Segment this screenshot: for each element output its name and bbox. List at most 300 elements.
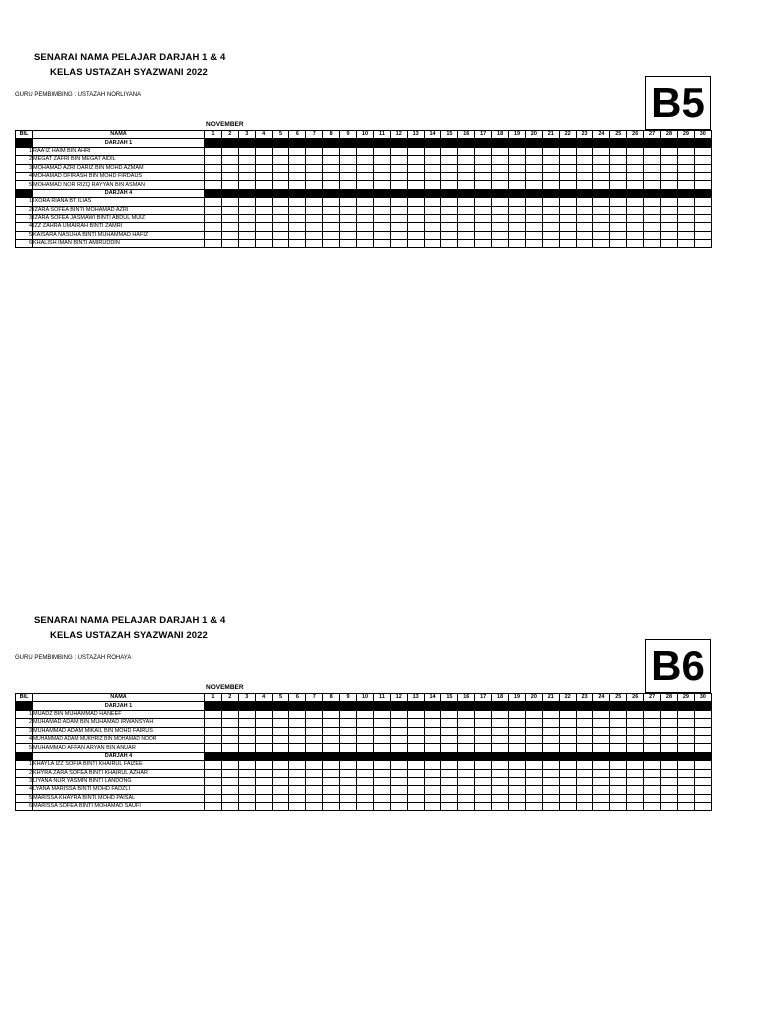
attendance-cell[interactable] xyxy=(610,223,627,231)
attendance-cell[interactable] xyxy=(221,164,238,172)
attendance-cell[interactable] xyxy=(205,719,222,727)
attendance-cell[interactable] xyxy=(272,794,289,802)
attendance-cell[interactable] xyxy=(390,735,407,743)
attendance-cell[interactable] xyxy=(289,240,306,248)
attendance-cell[interactable] xyxy=(289,172,306,180)
attendance-cell[interactable] xyxy=(373,777,390,785)
attendance-cell[interactable] xyxy=(576,794,593,802)
attendance-cell[interactable] xyxy=(373,156,390,164)
attendance-cell[interactable] xyxy=(627,147,644,155)
attendance-cell[interactable] xyxy=(390,777,407,785)
attendance-cell[interactable] xyxy=(357,786,374,794)
attendance-cell[interactable] xyxy=(492,761,509,769)
attendance-cell[interactable] xyxy=(323,786,340,794)
attendance-cell[interactable] xyxy=(323,164,340,172)
attendance-cell[interactable] xyxy=(238,147,255,155)
attendance-cell[interactable] xyxy=(525,735,542,743)
attendance-cell[interactable] xyxy=(492,181,509,189)
attendance-cell[interactable] xyxy=(610,206,627,214)
attendance-cell[interactable] xyxy=(475,164,492,172)
attendance-cell[interactable] xyxy=(407,761,424,769)
attendance-cell[interactable] xyxy=(441,198,458,206)
attendance-cell[interactable] xyxy=(661,206,678,214)
attendance-cell[interactable] xyxy=(542,181,559,189)
attendance-cell[interactable] xyxy=(238,769,255,777)
attendance-cell[interactable] xyxy=(475,744,492,752)
attendance-cell[interactable] xyxy=(525,223,542,231)
attendance-cell[interactable] xyxy=(373,744,390,752)
attendance-cell[interactable] xyxy=(677,156,694,164)
attendance-cell[interactable] xyxy=(390,223,407,231)
attendance-cell[interactable] xyxy=(221,156,238,164)
attendance-cell[interactable] xyxy=(205,198,222,206)
attendance-cell[interactable] xyxy=(627,198,644,206)
attendance-cell[interactable] xyxy=(255,794,272,802)
attendance-cell[interactable] xyxy=(289,710,306,718)
attendance-cell[interactable] xyxy=(627,214,644,222)
attendance-cell[interactable] xyxy=(458,206,475,214)
attendance-cell[interactable] xyxy=(340,794,357,802)
attendance-cell[interactable] xyxy=(340,147,357,155)
attendance-cell[interactable] xyxy=(694,710,711,718)
attendance-cell[interactable] xyxy=(424,214,441,222)
attendance-cell[interactable] xyxy=(593,198,610,206)
attendance-cell[interactable] xyxy=(694,223,711,231)
attendance-cell[interactable] xyxy=(559,214,576,222)
attendance-cell[interactable] xyxy=(627,223,644,231)
attendance-cell[interactable] xyxy=(340,181,357,189)
attendance-cell[interactable] xyxy=(644,719,661,727)
attendance-cell[interactable] xyxy=(255,769,272,777)
attendance-cell[interactable] xyxy=(677,164,694,172)
attendance-cell[interactable] xyxy=(357,198,374,206)
attendance-cell[interactable] xyxy=(289,803,306,811)
attendance-cell[interactable] xyxy=(357,206,374,214)
attendance-cell[interactable] xyxy=(289,147,306,155)
attendance-cell[interactable] xyxy=(610,240,627,248)
attendance-cell[interactable] xyxy=(492,223,509,231)
attendance-cell[interactable] xyxy=(593,786,610,794)
attendance-cell[interactable] xyxy=(441,172,458,180)
attendance-cell[interactable] xyxy=(340,727,357,735)
attendance-cell[interactable] xyxy=(323,719,340,727)
attendance-cell[interactable] xyxy=(644,223,661,231)
attendance-cell[interactable] xyxy=(373,727,390,735)
attendance-cell[interactable] xyxy=(357,231,374,239)
attendance-cell[interactable] xyxy=(610,794,627,802)
attendance-cell[interactable] xyxy=(542,164,559,172)
attendance-cell[interactable] xyxy=(644,710,661,718)
attendance-cell[interactable] xyxy=(255,198,272,206)
attendance-cell[interactable] xyxy=(323,147,340,155)
attendance-cell[interactable] xyxy=(525,214,542,222)
attendance-cell[interactable] xyxy=(677,198,694,206)
attendance-cell[interactable] xyxy=(610,727,627,735)
attendance-cell[interactable] xyxy=(492,777,509,785)
attendance-cell[interactable] xyxy=(289,156,306,164)
attendance-cell[interactable] xyxy=(644,240,661,248)
attendance-cell[interactable] xyxy=(492,727,509,735)
attendance-cell[interactable] xyxy=(525,172,542,180)
attendance-cell[interactable] xyxy=(289,744,306,752)
attendance-cell[interactable] xyxy=(221,769,238,777)
attendance-cell[interactable] xyxy=(424,181,441,189)
attendance-cell[interactable] xyxy=(677,231,694,239)
attendance-cell[interactable] xyxy=(441,761,458,769)
attendance-cell[interactable] xyxy=(306,198,323,206)
attendance-cell[interactable] xyxy=(373,803,390,811)
attendance-cell[interactable] xyxy=(509,727,526,735)
attendance-cell[interactable] xyxy=(610,181,627,189)
attendance-cell[interactable] xyxy=(289,769,306,777)
attendance-cell[interactable] xyxy=(542,744,559,752)
attendance-cell[interactable] xyxy=(542,240,559,248)
attendance-cell[interactable] xyxy=(306,744,323,752)
attendance-cell[interactable] xyxy=(357,164,374,172)
attendance-cell[interactable] xyxy=(272,769,289,777)
attendance-cell[interactable] xyxy=(272,181,289,189)
attendance-cell[interactable] xyxy=(306,231,323,239)
attendance-cell[interactable] xyxy=(340,198,357,206)
attendance-cell[interactable] xyxy=(492,735,509,743)
attendance-cell[interactable] xyxy=(289,761,306,769)
attendance-cell[interactable] xyxy=(610,769,627,777)
attendance-cell[interactable] xyxy=(677,206,694,214)
attendance-cell[interactable] xyxy=(644,206,661,214)
attendance-cell[interactable] xyxy=(509,786,526,794)
attendance-cell[interactable] xyxy=(576,240,593,248)
attendance-cell[interactable] xyxy=(340,769,357,777)
attendance-cell[interactable] xyxy=(323,777,340,785)
attendance-cell[interactable] xyxy=(458,240,475,248)
attendance-cell[interactable] xyxy=(205,769,222,777)
attendance-cell[interactable] xyxy=(559,240,576,248)
attendance-cell[interactable] xyxy=(390,727,407,735)
attendance-cell[interactable] xyxy=(306,156,323,164)
attendance-cell[interactable] xyxy=(644,735,661,743)
attendance-cell[interactable] xyxy=(407,231,424,239)
attendance-cell[interactable] xyxy=(407,172,424,180)
attendance-cell[interactable] xyxy=(458,164,475,172)
attendance-cell[interactable] xyxy=(323,710,340,718)
attendance-cell[interactable] xyxy=(627,719,644,727)
attendance-cell[interactable] xyxy=(576,744,593,752)
attendance-cell[interactable] xyxy=(542,719,559,727)
attendance-cell[interactable] xyxy=(255,710,272,718)
attendance-cell[interactable] xyxy=(272,240,289,248)
attendance-cell[interactable] xyxy=(238,206,255,214)
attendance-cell[interactable] xyxy=(238,223,255,231)
attendance-cell[interactable] xyxy=(627,710,644,718)
attendance-cell[interactable] xyxy=(272,172,289,180)
attendance-cell[interactable] xyxy=(694,735,711,743)
attendance-cell[interactable] xyxy=(644,147,661,155)
attendance-cell[interactable] xyxy=(407,156,424,164)
attendance-cell[interactable] xyxy=(627,727,644,735)
attendance-cell[interactable] xyxy=(357,727,374,735)
attendance-cell[interactable] xyxy=(475,156,492,164)
attendance-cell[interactable] xyxy=(492,803,509,811)
attendance-cell[interactable] xyxy=(677,803,694,811)
attendance-cell[interactable] xyxy=(238,181,255,189)
attendance-cell[interactable] xyxy=(661,198,678,206)
attendance-cell[interactable] xyxy=(272,156,289,164)
attendance-cell[interactable] xyxy=(593,214,610,222)
attendance-cell[interactable] xyxy=(272,206,289,214)
attendance-cell[interactable] xyxy=(492,214,509,222)
attendance-cell[interactable] xyxy=(407,786,424,794)
attendance-cell[interactable] xyxy=(373,164,390,172)
attendance-cell[interactable] xyxy=(306,172,323,180)
attendance-cell[interactable] xyxy=(221,710,238,718)
attendance-cell[interactable] xyxy=(205,735,222,743)
attendance-cell[interactable] xyxy=(306,214,323,222)
attendance-cell[interactable] xyxy=(323,198,340,206)
attendance-cell[interactable] xyxy=(576,735,593,743)
attendance-cell[interactable] xyxy=(576,172,593,180)
attendance-cell[interactable] xyxy=(407,147,424,155)
attendance-cell[interactable] xyxy=(255,786,272,794)
attendance-cell[interactable] xyxy=(644,727,661,735)
attendance-cell[interactable] xyxy=(525,719,542,727)
attendance-cell[interactable] xyxy=(306,147,323,155)
attendance-cell[interactable] xyxy=(390,744,407,752)
attendance-cell[interactable] xyxy=(441,710,458,718)
attendance-cell[interactable] xyxy=(424,735,441,743)
attendance-cell[interactable] xyxy=(677,710,694,718)
attendance-cell[interactable] xyxy=(458,769,475,777)
attendance-cell[interactable] xyxy=(644,744,661,752)
attendance-cell[interactable] xyxy=(694,240,711,248)
attendance-cell[interactable] xyxy=(441,214,458,222)
attendance-cell[interactable] xyxy=(627,761,644,769)
attendance-cell[interactable] xyxy=(525,198,542,206)
attendance-cell[interactable] xyxy=(441,206,458,214)
attendance-cell[interactable] xyxy=(559,164,576,172)
attendance-cell[interactable] xyxy=(407,198,424,206)
attendance-cell[interactable] xyxy=(475,181,492,189)
attendance-cell[interactable] xyxy=(390,156,407,164)
attendance-cell[interactable] xyxy=(593,727,610,735)
attendance-cell[interactable] xyxy=(407,710,424,718)
attendance-cell[interactable] xyxy=(340,735,357,743)
attendance-cell[interactable] xyxy=(492,710,509,718)
attendance-cell[interactable] xyxy=(576,710,593,718)
attendance-cell[interactable] xyxy=(559,769,576,777)
attendance-cell[interactable] xyxy=(559,719,576,727)
attendance-cell[interactable] xyxy=(238,777,255,785)
attendance-cell[interactable] xyxy=(205,147,222,155)
attendance-cell[interactable] xyxy=(677,769,694,777)
attendance-cell[interactable] xyxy=(373,172,390,180)
attendance-cell[interactable] xyxy=(559,198,576,206)
attendance-cell[interactable] xyxy=(238,214,255,222)
attendance-cell[interactable] xyxy=(306,786,323,794)
attendance-cell[interactable] xyxy=(644,769,661,777)
attendance-cell[interactable] xyxy=(340,231,357,239)
attendance-cell[interactable] xyxy=(221,181,238,189)
attendance-cell[interactable] xyxy=(272,223,289,231)
attendance-cell[interactable] xyxy=(542,727,559,735)
attendance-cell[interactable] xyxy=(205,223,222,231)
attendance-cell[interactable] xyxy=(694,794,711,802)
attendance-cell[interactable] xyxy=(205,761,222,769)
attendance-cell[interactable] xyxy=(525,727,542,735)
attendance-cell[interactable] xyxy=(255,156,272,164)
attendance-cell[interactable] xyxy=(407,727,424,735)
attendance-cell[interactable] xyxy=(593,794,610,802)
attendance-cell[interactable] xyxy=(238,803,255,811)
attendance-cell[interactable] xyxy=(661,727,678,735)
attendance-cell[interactable] xyxy=(373,786,390,794)
attendance-cell[interactable] xyxy=(289,794,306,802)
attendance-cell[interactable] xyxy=(323,181,340,189)
attendance-cell[interactable] xyxy=(644,803,661,811)
attendance-cell[interactable] xyxy=(661,710,678,718)
attendance-cell[interactable] xyxy=(306,164,323,172)
attendance-cell[interactable] xyxy=(509,147,526,155)
attendance-cell[interactable] xyxy=(458,198,475,206)
attendance-cell[interactable] xyxy=(694,172,711,180)
attendance-cell[interactable] xyxy=(340,761,357,769)
attendance-cell[interactable] xyxy=(694,198,711,206)
attendance-cell[interactable] xyxy=(475,710,492,718)
attendance-cell[interactable] xyxy=(475,147,492,155)
attendance-cell[interactable] xyxy=(694,156,711,164)
attendance-cell[interactable] xyxy=(424,769,441,777)
attendance-cell[interactable] xyxy=(238,710,255,718)
attendance-cell[interactable] xyxy=(559,710,576,718)
attendance-cell[interactable] xyxy=(593,719,610,727)
attendance-cell[interactable] xyxy=(272,231,289,239)
attendance-cell[interactable] xyxy=(525,231,542,239)
attendance-cell[interactable] xyxy=(593,147,610,155)
attendance-cell[interactable] xyxy=(357,777,374,785)
attendance-cell[interactable] xyxy=(373,231,390,239)
attendance-cell[interactable] xyxy=(593,735,610,743)
attendance-cell[interactable] xyxy=(576,198,593,206)
attendance-cell[interactable] xyxy=(525,777,542,785)
attendance-cell[interactable] xyxy=(272,198,289,206)
attendance-cell[interactable] xyxy=(509,181,526,189)
attendance-cell[interactable] xyxy=(475,786,492,794)
attendance-cell[interactable] xyxy=(576,231,593,239)
attendance-cell[interactable] xyxy=(593,181,610,189)
attendance-cell[interactable] xyxy=(542,156,559,164)
attendance-cell[interactable] xyxy=(542,206,559,214)
attendance-cell[interactable] xyxy=(255,761,272,769)
attendance-cell[interactable] xyxy=(238,172,255,180)
attendance-cell[interactable] xyxy=(323,761,340,769)
attendance-cell[interactable] xyxy=(407,803,424,811)
attendance-cell[interactable] xyxy=(694,231,711,239)
attendance-cell[interactable] xyxy=(441,719,458,727)
attendance-cell[interactable] xyxy=(492,786,509,794)
attendance-cell[interactable] xyxy=(323,231,340,239)
attendance-cell[interactable] xyxy=(576,156,593,164)
attendance-cell[interactable] xyxy=(323,223,340,231)
attendance-cell[interactable] xyxy=(627,231,644,239)
attendance-cell[interactable] xyxy=(323,794,340,802)
attendance-cell[interactable] xyxy=(407,769,424,777)
attendance-cell[interactable] xyxy=(289,214,306,222)
attendance-cell[interactable] xyxy=(661,156,678,164)
attendance-cell[interactable] xyxy=(306,206,323,214)
attendance-cell[interactable] xyxy=(272,719,289,727)
attendance-cell[interactable] xyxy=(694,769,711,777)
attendance-cell[interactable] xyxy=(373,735,390,743)
attendance-cell[interactable] xyxy=(390,794,407,802)
attendance-cell[interactable] xyxy=(458,147,475,155)
attendance-cell[interactable] xyxy=(458,761,475,769)
attendance-cell[interactable] xyxy=(458,172,475,180)
attendance-cell[interactable] xyxy=(441,786,458,794)
attendance-cell[interactable] xyxy=(610,147,627,155)
attendance-cell[interactable] xyxy=(559,761,576,769)
attendance-cell[interactable] xyxy=(644,231,661,239)
attendance-cell[interactable] xyxy=(475,231,492,239)
attendance-cell[interactable] xyxy=(458,156,475,164)
attendance-cell[interactable] xyxy=(357,744,374,752)
attendance-cell[interactable] xyxy=(559,727,576,735)
attendance-cell[interactable] xyxy=(424,198,441,206)
attendance-cell[interactable] xyxy=(677,214,694,222)
attendance-cell[interactable] xyxy=(340,777,357,785)
attendance-cell[interactable] xyxy=(390,147,407,155)
attendance-cell[interactable] xyxy=(525,147,542,155)
attendance-cell[interactable] xyxy=(475,214,492,222)
attendance-cell[interactable] xyxy=(390,240,407,248)
attendance-cell[interactable] xyxy=(694,727,711,735)
attendance-cell[interactable] xyxy=(542,214,559,222)
attendance-cell[interactable] xyxy=(509,777,526,785)
attendance-cell[interactable] xyxy=(509,214,526,222)
attendance-cell[interactable] xyxy=(694,214,711,222)
attendance-cell[interactable] xyxy=(644,172,661,180)
attendance-cell[interactable] xyxy=(694,164,711,172)
attendance-cell[interactable] xyxy=(492,147,509,155)
attendance-cell[interactable] xyxy=(255,172,272,180)
attendance-cell[interactable] xyxy=(205,803,222,811)
attendance-cell[interactable] xyxy=(238,156,255,164)
attendance-cell[interactable] xyxy=(559,231,576,239)
attendance-cell[interactable] xyxy=(390,231,407,239)
attendance-cell[interactable] xyxy=(407,794,424,802)
attendance-cell[interactable] xyxy=(289,727,306,735)
attendance-cell[interactable] xyxy=(610,786,627,794)
attendance-cell[interactable] xyxy=(205,214,222,222)
attendance-cell[interactable] xyxy=(509,223,526,231)
attendance-cell[interactable] xyxy=(238,786,255,794)
attendance-cell[interactable] xyxy=(221,231,238,239)
attendance-cell[interactable] xyxy=(205,206,222,214)
attendance-cell[interactable] xyxy=(357,240,374,248)
attendance-cell[interactable] xyxy=(424,156,441,164)
attendance-cell[interactable] xyxy=(661,761,678,769)
attendance-cell[interactable] xyxy=(677,794,694,802)
attendance-cell[interactable] xyxy=(306,794,323,802)
attendance-cell[interactable] xyxy=(509,198,526,206)
attendance-cell[interactable] xyxy=(357,735,374,743)
attendance-cell[interactable] xyxy=(390,181,407,189)
attendance-cell[interactable] xyxy=(627,164,644,172)
attendance-cell[interactable] xyxy=(424,727,441,735)
attendance-cell[interactable] xyxy=(289,786,306,794)
attendance-cell[interactable] xyxy=(289,223,306,231)
attendance-cell[interactable] xyxy=(509,794,526,802)
attendance-cell[interactable] xyxy=(238,231,255,239)
attendance-cell[interactable] xyxy=(694,181,711,189)
